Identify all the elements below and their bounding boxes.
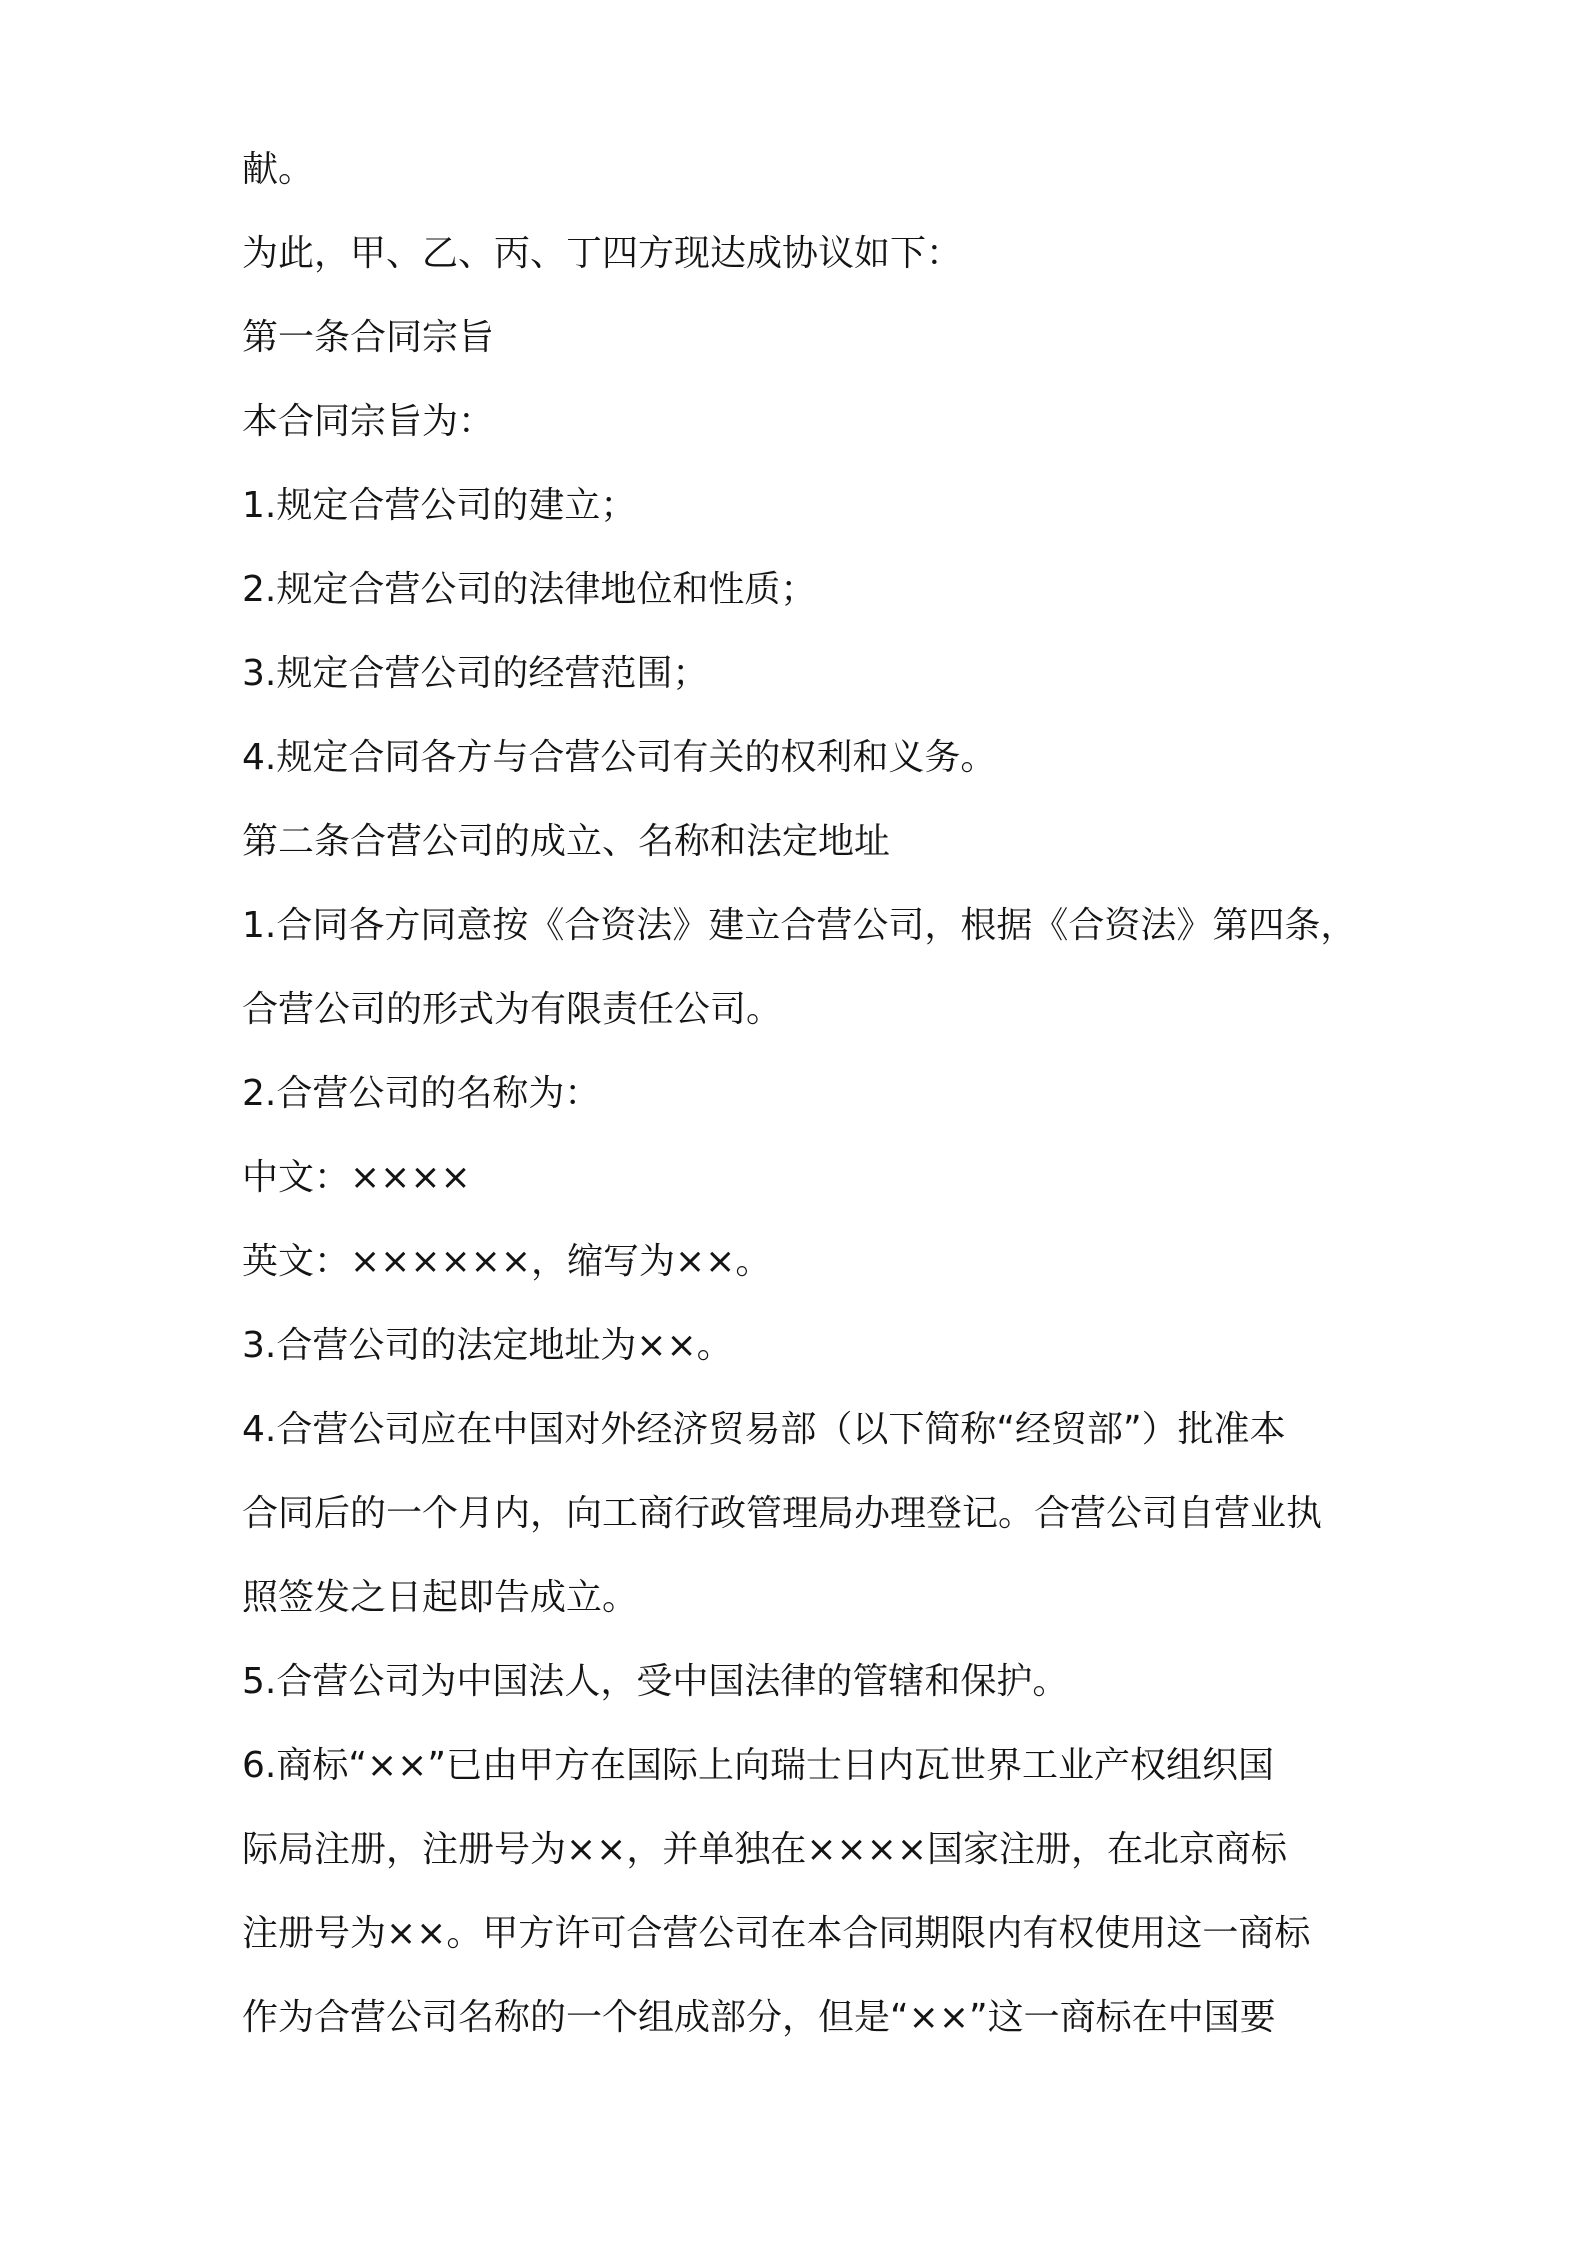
text-line: 作为合营公司名称的一个组成部分，但是“××”这一商标在中国要 [242, 1997, 1276, 2038]
text-line: 英文：××××××，缩写为××。 [242, 1241, 772, 1282]
text-line: 照签发之日起即告成立。 [242, 1577, 639, 1618]
list-item: 1.规定合营公司的建立； [242, 485, 637, 526]
list-item: 6.商标“××”已由甲方在国际上向瑞士日内瓦世界工业产权组织国 [242, 1745, 1274, 1786]
list-item: 2.合营公司的名称为： [242, 1073, 601, 1114]
list-item: 5.合营公司为中国法人，受中国法律的管辖和保护。 [242, 1661, 1069, 1702]
list-item: 1.合同各方同意按《合资法》建立合营公司，根据《合资法》第四条， [242, 905, 1357, 946]
document-body [242, 128, 1362, 2060]
text-line: 为此，甲、乙、丙、丁四方现达成协议如下： [242, 233, 963, 274]
text-line: 合营公司的形式为有限责任公司。 [242, 989, 783, 1030]
section-heading: 第一条合同宗旨 [242, 317, 495, 358]
text-line: 合同后的一个月内，向工商行政管理局办理登记。合营公司自营业执 [242, 1493, 1323, 1534]
list-item: 3.规定合营公司的经营范围； [242, 653, 709, 694]
list-item: 4.合营公司应在中国对外经济贸易部（以下简称“经贸部”）批准本 [242, 1409, 1286, 1450]
text-line: 中文：×××× [242, 1157, 471, 1198]
list-item: 4.规定合同各方与合营公司有关的权利和义务。 [242, 737, 997, 778]
list-item: 3.合营公司的法定地址为××。 [242, 1325, 733, 1366]
text-line: 献。 [242, 149, 315, 190]
text-line: 本合同宗旨为： [242, 401, 495, 442]
list-item: 2.规定合营公司的法律地位和性质； [242, 569, 817, 610]
text-line: 注册号为××。甲方许可合营公司在本合同期限内有权使用这一商标 [242, 1913, 1311, 1954]
text-line: 际局注册，注册号为××，并单独在××××国家注册，在北京商标 [242, 1829, 1287, 1870]
section-heading: 第二条合营公司的成立、名称和法定地址 [242, 821, 891, 862]
